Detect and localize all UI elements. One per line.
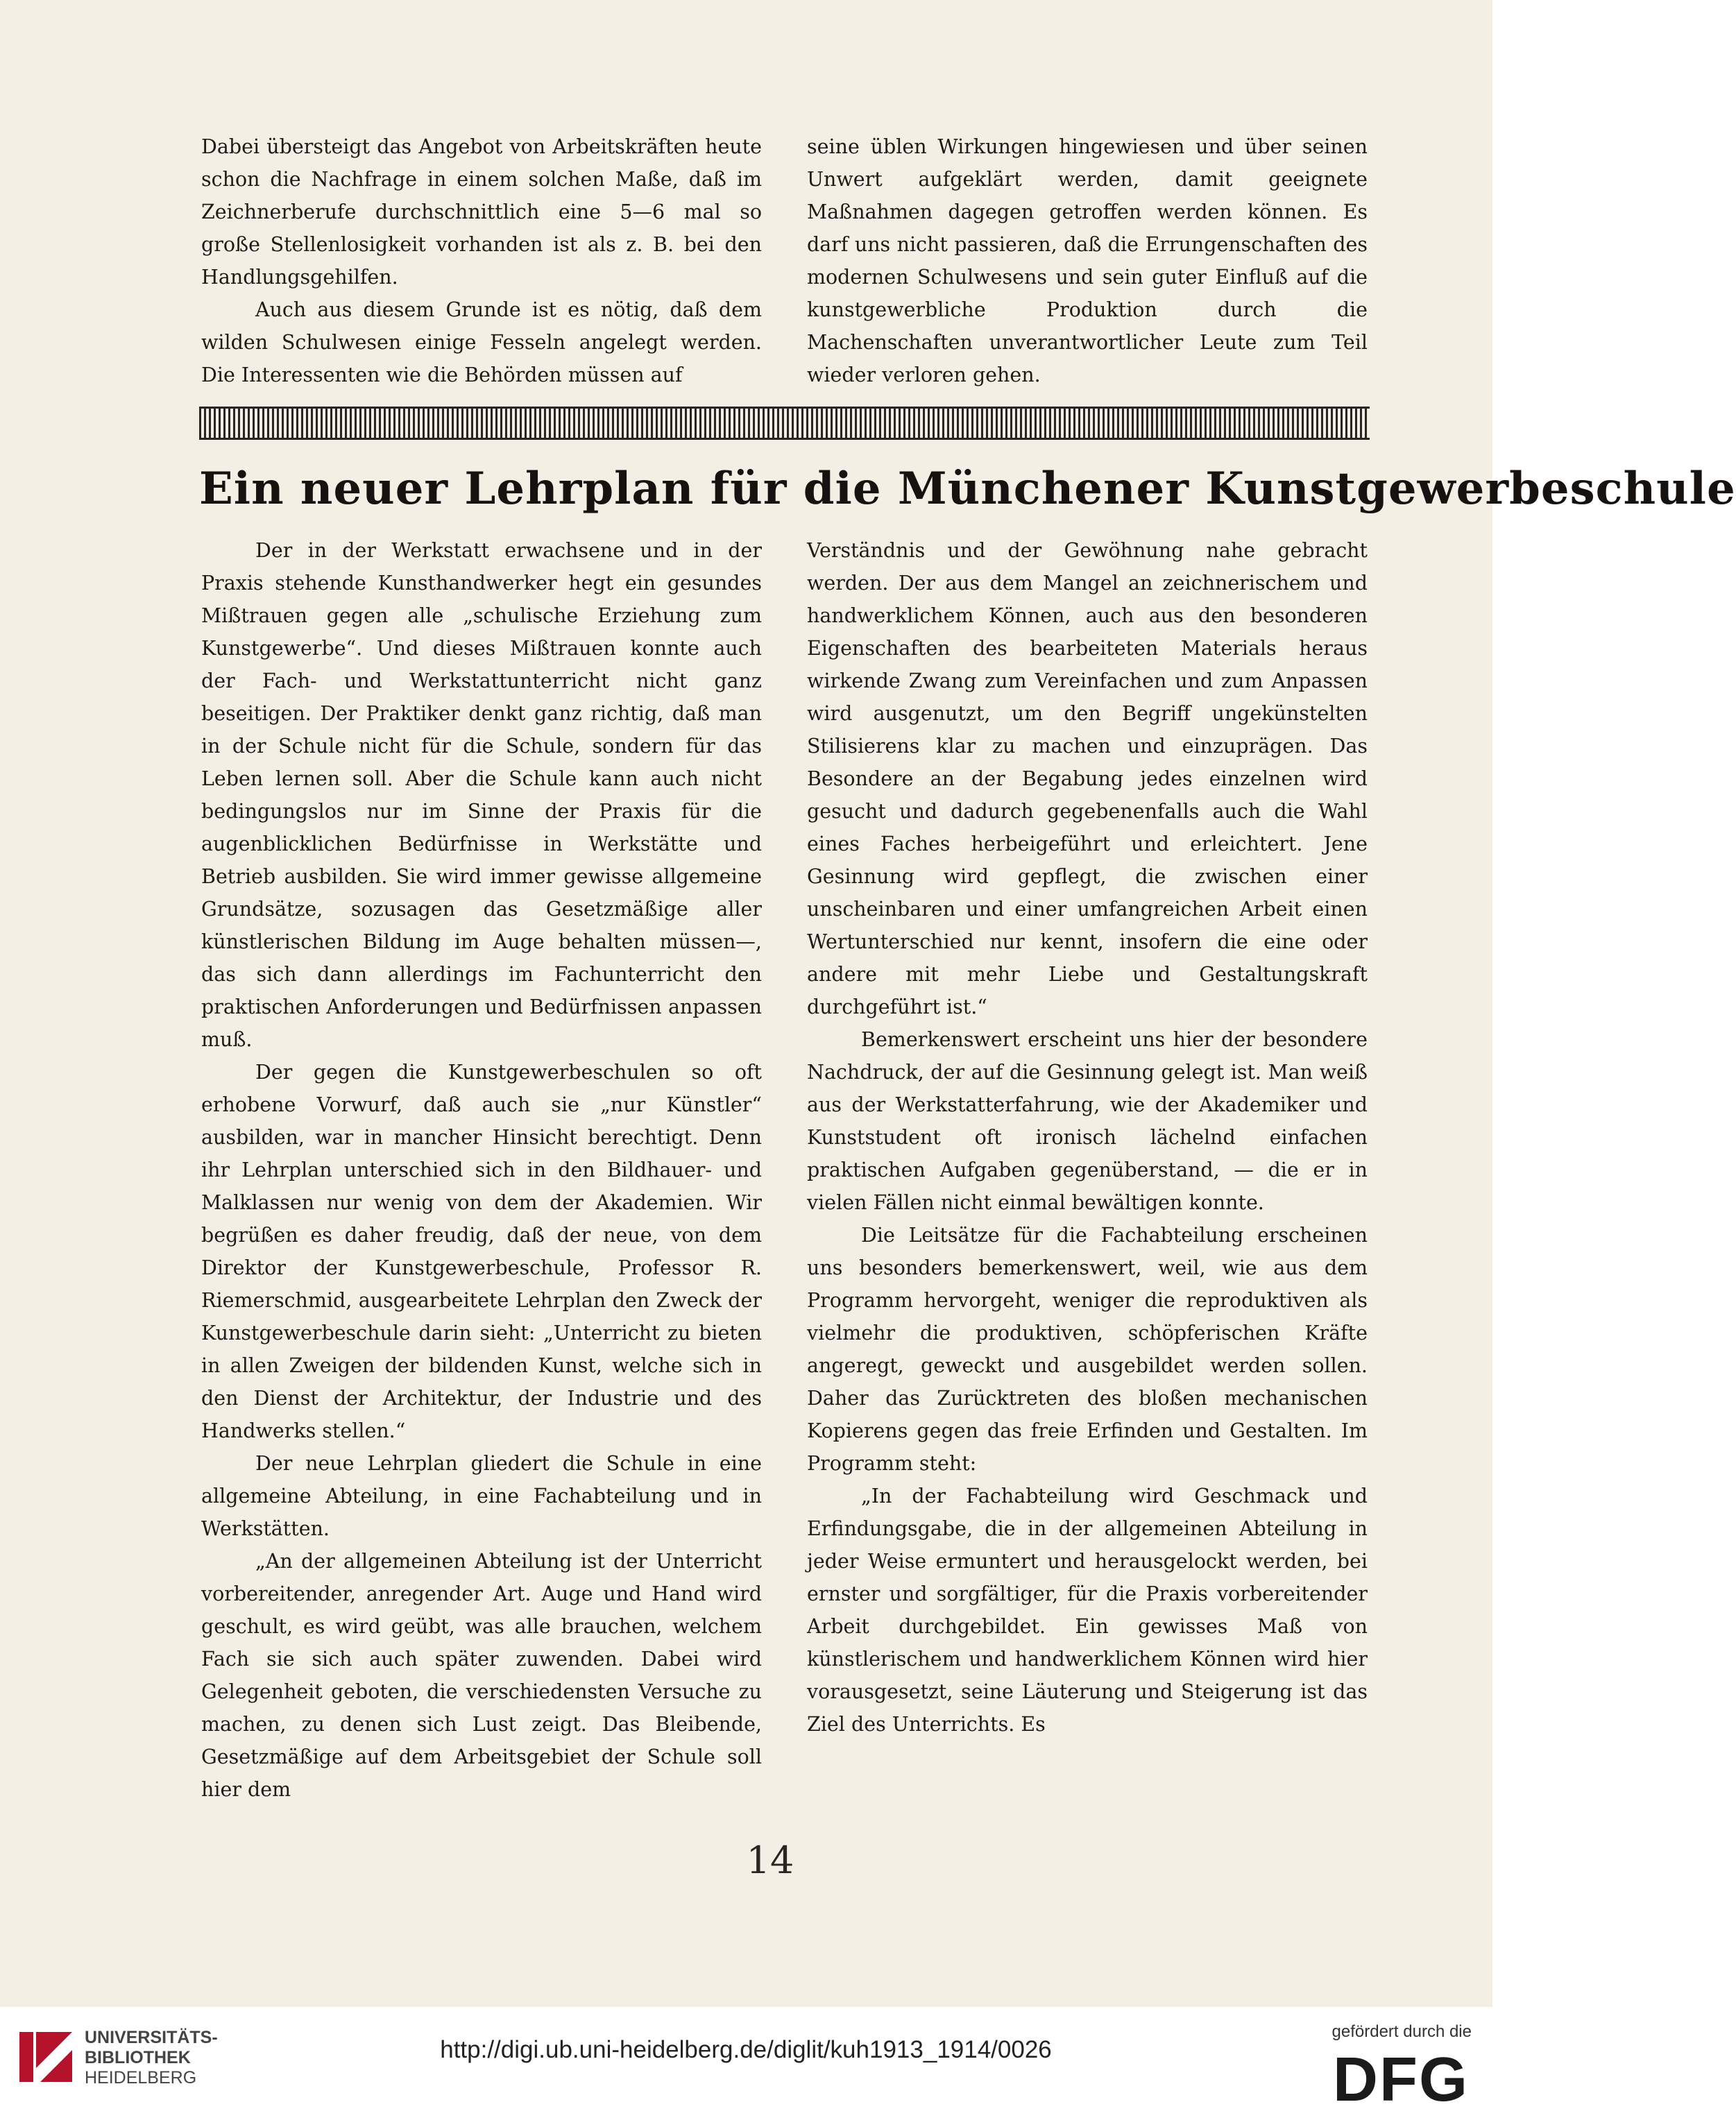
- university-library-logo-icon: [15, 2026, 76, 2087]
- article-headline: Ein neuer Lehrplan für die Münchener Kunstgewerbeschule: [199, 463, 1736, 515]
- top-right-column: [807, 130, 1368, 391]
- paragraph: Der in der Werkstatt erwachsene und in der Praxis stehende Kunsthandwerker hegt ein gesundes Mißtrauen gegen alle „schulische Erziehung zum Kunstgewerbe“. Und dieses Mißtrauen konnte auch der Fach- und Werkstattunterricht nicht ganz beseitigen. Der Praktiker denkt ganz richtig, daß man in der Schule nicht für die Schule, sondern für das Leben lernen soll. Aber die Schule kann auch nicht bedingungslos nur im Sinne der Praxis für die augenblicklichen Bedürfnisse in Werkstätte und Betrieb ausbilden. Sie wird immer gewisse allgemeine Grundsätze, sozusagen das Gesetzmäßige aller künstlerischen Bildung im Auge behalten müssen—, das sich dann allerdings im Fachunterricht den praktischen Anforderungen und Bedürfnissen anpassen muß.: [201, 539, 762, 1051]
- library-name: [85, 2028, 218, 2088]
- body-left-column: [201, 534, 762, 1806]
- paragraph: Dabei übersteigt das Angebot von Arbeitskräften heute schon die Nachfrage in einem solchen Maße, daß im Zeichnerberufe durchschnittlich eine 5—6 mal so große Stellenlosigkeit vorhanden ist als z. B. bei den Handlungsgehilfen.: [201, 135, 762, 289]
- body-right-column: [807, 534, 1368, 1741]
- funding-label: gefördert durch die: [1331, 2022, 1472, 2041]
- permalink-url[interactable]: http://digi.ub.uni-heidelberg.de/diglit/kuh1913_1914/0026: [440, 2036, 1052, 2063]
- ornamental-divider: [199, 407, 1370, 440]
- paragraph: Bemerkenswert erscheint uns hier der besondere Nachdruck, der auf die Gesinnung gelegt ist. Man weiß aus der Werkstatterfahrung, wie der Akademiker und Kunststudent oft ironisch lächelnd einfachen praktischen Aufgaben gegenüberstand, — die er in vielen Fällen nicht einmal bewältigen konnte.: [807, 1028, 1368, 1214]
- paragraph: Auch aus diesem Grunde ist es nötig, daß dem wilden Schulwesen einige Fesseln angelegt werden. Die Interessenten wie die Behörden müssen auf: [201, 298, 762, 386]
- paragraph: „In der Fachabteilung wird Geschmack und Erfindungsgabe, die in der allgemeinen Abteilung in jeder Weise ermuntert und herausgelockt werden, bei ernster und sorgfältiger, für die Praxis vorbereitender Arbeit durchgebildet. Ein gewisses Maß von künstlerischem und handwerklichem Können wird hier vorausgesetzt, seine Läuterung und Steigerung ist das Ziel des Unterrichts. Es: [807, 1485, 1368, 1736]
- paragraph: Der gegen die Kunstgewerbeschulen so oft erhobene Vorwurf, daß auch sie „nur Künstler“ ausbilden, war in mancher Hinsicht berechtigt. Denn ihr Lehrplan unterschied sich in den Bildhauer- und Malklassen nur wenig von dem der Akademien. Wir begrüßen es daher freudig, daß der neue, von dem Direktor der Kunstgewerbeschule, Professor R. Riemerschmid, ausgearbeitete Lehrplan den Zweck der Kunstgewerbeschule darin sieht: „Unterricht zu bieten in allen Zweigen der bildenden Kunst, welche sich in den Dienst der Architektur, der Industrie und des Handwerks stellen.“: [201, 1061, 762, 1442]
- library-name-line: HEIDELBERG: [85, 2068, 197, 2087]
- paragraph: Verständnis und der Gewöhnung nahe gebracht werden. Der aus dem Mangel an zeichnerischem und handwerklichem Können, auch aus den besonderen Eigenschaften des bearbeiteten Materials heraus wirkende Zwang zum Vereinfachen und zum Anpassen wird ausgenutzt, um den Begriff ungekünstelten Stilisierens klar zu machen und einzuprägen. Das Besondere an der Begabung jedes einzelnen wird gesucht und dadurch gegebenenfalls auch die Wahl eines Faches herbeigeführt und erleichtert. Jene Gesinnung wird gepflegt, die zwischen einer unscheinbaren und einer umfangreichen Arbeit einen Wertunterschied nur kennt, insofern die eine oder andere mit mehr Liebe und Gestaltungskraft durchgeführt ist.“: [807, 539, 1368, 1018]
- library-name-line: UNIVERSITÄTS-: [85, 2028, 218, 2047]
- library-name-line: BIBLIOTHEK: [85, 2048, 191, 2067]
- page-number: 14: [746, 1838, 794, 1882]
- paragraph: „An der allgemeinen Abteilung ist der Unterricht vorbereitender, anregender Art. Auge und Hand wird geschult, es wird geübt, was alle brauchen, welchem Fach sie sich auch später zuwenden. Dabei wird Gelegenheit geboten, die verschiedensten Versuche zu machen, zu denen sich Lust zeigt. Das Bleibende, Gesetzmäßige auf dem Arbeitsgebiet der Schule soll hier dem: [201, 1550, 762, 1801]
- paragraph: Die Leitsätze für die Fachabteilung erscheinen uns besonders bemerkenswert, weil, wie aus dem Programm hervorgeht, weniger die reproduktiven als vielmehr die produktiven, schöpferischen Kräfte angeregt, geweckt und ausgebildet werden sollen. Daher das Zurücktreten des bloßen mechanischen Kopierens gegen das freie Erfinden und Gestalten. Im Programm steht:: [807, 1224, 1368, 1475]
- digitization-footer: [0, 2007, 1492, 2118]
- paragraph: seine üblen Wirkungen hingewiesen und über seinen Unwert aufgeklärt werden, damit geeignete Maßnahmen dagegen getroffen werden können. Es darf uns nicht passieren, daß die Errungenschaften des modernen Schulwesens und sein guter Einfluß auf die kunstgewerbliche Produktion durch die Machenschaften unverantwortlicher Leute zum Teil wieder verloren gehen.: [807, 135, 1368, 386]
- dfg-logo: DFG: [1333, 2045, 1469, 2115]
- top-left-column: [201, 130, 762, 391]
- paragraph: Der neue Lehrplan gliedert die Schule in eine allgemeine Abteilung, in eine Fachabteilung und in Werkstätten.: [201, 1452, 762, 1540]
